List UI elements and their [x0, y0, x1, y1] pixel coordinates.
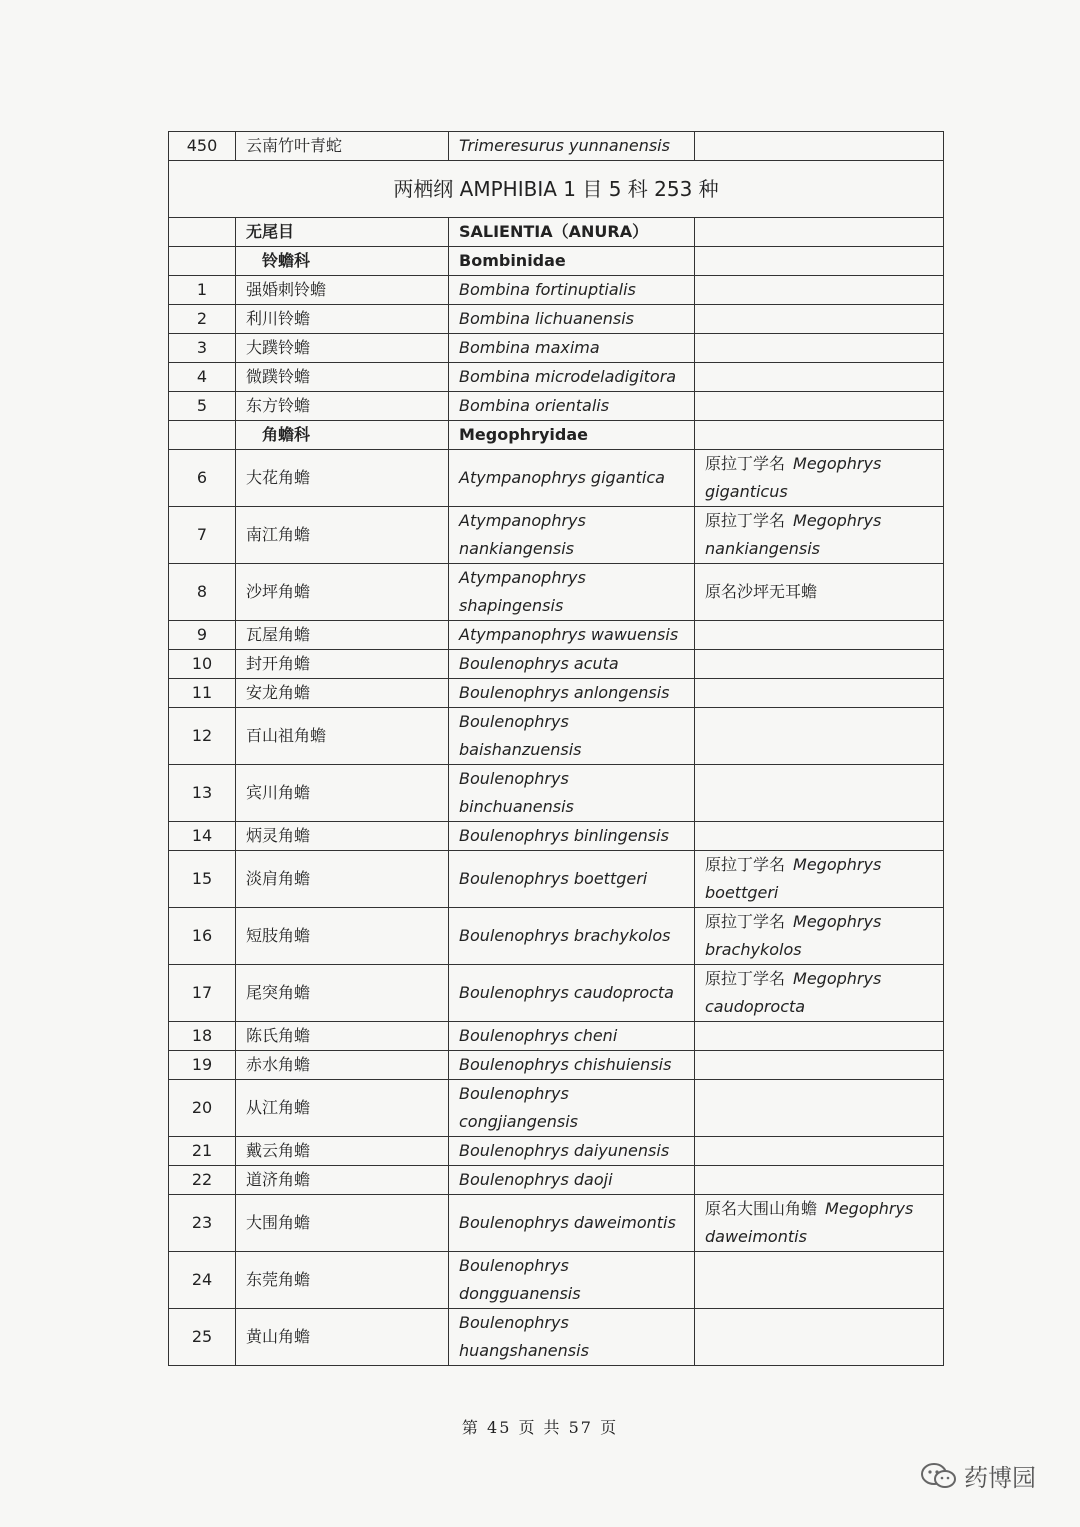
remark [695, 908, 944, 965]
species-table [168, 131, 944, 1366]
chinese-name: 赤水角蟾 [236, 1051, 449, 1080]
order-scientific-name: SALIENTIA（ANURA） [449, 218, 695, 247]
chinese-name: 大围角蟾 [236, 1195, 449, 1252]
chinese-name: 从江角蟾 [236, 1080, 449, 1137]
remark-latin-name: Megophrys giganticus [705, 454, 882, 501]
order-row [169, 218, 944, 247]
chinese-name: 云南竹叶青蛇 [236, 132, 449, 161]
row-number: 7 [169, 507, 236, 564]
remark-latin-name: Megophrys brachykolos [705, 912, 882, 959]
row-number: 1 [169, 276, 236, 305]
remark [695, 621, 944, 650]
remark [695, 450, 944, 507]
row-number: 24 [169, 1252, 236, 1309]
remark-latin-name: Megophrys daweimontis [705, 1199, 914, 1246]
scientific-name: Boulenophrys dongguanensis [449, 1252, 695, 1309]
chinese-name: 东莞角蟾 [236, 1252, 449, 1309]
chinese-name: 宾川角蟾 [236, 765, 449, 822]
row-number: 5 [169, 392, 236, 421]
remark [695, 1022, 944, 1051]
table-row [169, 507, 944, 564]
scientific-name: Boulenophrys daoji [449, 1166, 695, 1195]
remark-text: 原名沙坪无耳蟾 [705, 582, 818, 601]
row-number: 13 [169, 765, 236, 822]
table-row [169, 276, 944, 305]
scientific-name: Boulenophrys anlongensis [449, 679, 695, 708]
row-number: 2 [169, 305, 236, 334]
chinese-name: 戴云角蟾 [236, 1137, 449, 1166]
remark [695, 334, 944, 363]
remark [695, 1195, 944, 1252]
scientific-name: Boulenophrys daweimontis [449, 1195, 695, 1252]
chinese-name: 大蹼铃蟾 [236, 334, 449, 363]
remark [695, 218, 944, 247]
scientific-name: Atympanophrys nankiangensis [449, 507, 695, 564]
chinese-name: 短肢角蟾 [236, 908, 449, 965]
row-number: 17 [169, 965, 236, 1022]
table-row [169, 1166, 944, 1195]
table-row [169, 822, 944, 851]
chinese-name: 炳灵角蟾 [236, 822, 449, 851]
page-footer: 第 45 页 共 57 页 [461, 1418, 619, 1437]
table-row [169, 1252, 944, 1309]
scientific-name: Bombina lichuanensis [449, 305, 695, 334]
chinese-name: 大花角蟾 [236, 450, 449, 507]
row-number: 450 [169, 132, 236, 161]
row-number: 10 [169, 650, 236, 679]
chinese-name: 强婚刺铃蟾 [236, 276, 449, 305]
row-number: 14 [169, 822, 236, 851]
remark [695, 132, 944, 161]
remark [695, 765, 944, 822]
row-number: 22 [169, 1166, 236, 1195]
row-number: 21 [169, 1137, 236, 1166]
watermark [920, 1458, 1036, 1493]
row-number: 8 [169, 564, 236, 621]
row-number: 15 [169, 851, 236, 908]
scientific-name: Boulenophrys chishuiensis [449, 1051, 695, 1080]
remark [695, 1252, 944, 1309]
chinese-name: 东方铃蟾 [236, 392, 449, 421]
remark-text: 原拉丁学名 [705, 969, 786, 988]
row-number: 9 [169, 621, 236, 650]
chinese-name: 南江角蟾 [236, 507, 449, 564]
scientific-name: Boulenophrys brachykolos [449, 908, 695, 965]
table-row [169, 363, 944, 392]
table-row [169, 1080, 944, 1137]
row-number [169, 218, 236, 247]
remark-text: 原拉丁学名 [705, 912, 786, 931]
table-row [169, 1022, 944, 1051]
table-row [169, 650, 944, 679]
remark [695, 822, 944, 851]
table-row [169, 965, 944, 1022]
chinese-name: 陈氏角蟾 [236, 1022, 449, 1051]
scientific-name: Boulenophrys cheni [449, 1022, 695, 1051]
remark [695, 1137, 944, 1166]
species-table-body [169, 132, 944, 1366]
remark [695, 421, 944, 450]
table-row [169, 305, 944, 334]
chinese-name: 道济角蟾 [236, 1166, 449, 1195]
scientific-name: Boulenophrys boettgeri [449, 851, 695, 908]
remark-text: 原拉丁学名 [705, 454, 786, 473]
row-number: 20 [169, 1080, 236, 1137]
row-number: 19 [169, 1051, 236, 1080]
row-number: 16 [169, 908, 236, 965]
scientific-name: Boulenophrys caudoprocta [449, 965, 695, 1022]
chinese-name: 微蹼铃蟾 [236, 363, 449, 392]
scientific-name: Bombina fortinuptialis [449, 276, 695, 305]
row-number: 23 [169, 1195, 236, 1252]
remark [695, 507, 944, 564]
wechat-icon [920, 1461, 958, 1491]
remark [695, 1309, 944, 1366]
remark [695, 965, 944, 1022]
row-number: 12 [169, 708, 236, 765]
remark [695, 679, 944, 708]
remark-latin-name: Megophrys nankiangensis [705, 511, 882, 558]
family-chinese-name: 铃蟾科 [236, 247, 449, 276]
scientific-name: Atympanophrys wawuensis [449, 621, 695, 650]
table-row [169, 450, 944, 507]
scientific-name: Bombina microdeladigitora [449, 363, 695, 392]
chinese-name: 安龙角蟾 [236, 679, 449, 708]
remark [695, 708, 944, 765]
remark [695, 650, 944, 679]
table-row [169, 132, 944, 161]
table-row [169, 1137, 944, 1166]
row-number: 11 [169, 679, 236, 708]
row-number: 3 [169, 334, 236, 363]
table-row [169, 392, 944, 421]
chinese-name: 瓦屋角蟾 [236, 621, 449, 650]
row-number [169, 421, 236, 450]
row-number: 18 [169, 1022, 236, 1051]
chinese-name: 沙坪角蟾 [236, 564, 449, 621]
scientific-name: Boulenophrys huangshanensis [449, 1309, 695, 1366]
remark [695, 564, 944, 621]
scientific-name: Bombina orientalis [449, 392, 695, 421]
remark [695, 1166, 944, 1195]
scientific-name: Atympanophrys gigantica [449, 450, 695, 507]
table-row [169, 1309, 944, 1366]
scientific-name: Bombina maxima [449, 334, 695, 363]
remark-text: 原拉丁学名 [705, 855, 786, 874]
table-row [169, 621, 944, 650]
table-row [169, 334, 944, 363]
table-row [169, 679, 944, 708]
remark [695, 276, 944, 305]
chinese-name: 淡肩角蟾 [236, 851, 449, 908]
table-row [169, 851, 944, 908]
remark-latin-name: Megophrys boettgeri [705, 855, 882, 902]
family-row [169, 421, 944, 450]
remark [695, 851, 944, 908]
scientific-name: Boulenophrys binchuanensis [449, 765, 695, 822]
row-number: 6 [169, 450, 236, 507]
row-number [169, 247, 236, 276]
scientific-name: Boulenophrys daiyunensis [449, 1137, 695, 1166]
watermark-text: 药博园 [964, 1464, 1036, 1492]
table-row [169, 1051, 944, 1080]
remark-latin-name: Megophrys caudoprocta [705, 969, 882, 1016]
scientific-name: Boulenophrys acuta [449, 650, 695, 679]
table-row [169, 564, 944, 621]
row-number: 4 [169, 363, 236, 392]
order-chinese-name: 无尾目 [236, 218, 449, 247]
chinese-name: 利川铃蟾 [236, 305, 449, 334]
remark-text: 原名大围山角蟾 [705, 1199, 818, 1218]
remark-text: 原拉丁学名 [705, 511, 786, 530]
scientific-name: Boulenophrys baishanzuensis [449, 708, 695, 765]
table-row [169, 908, 944, 965]
scientific-name: Boulenophrys binlingensis [449, 822, 695, 851]
scientific-name: Atympanophrys shapingensis [449, 564, 695, 621]
remark [695, 1051, 944, 1080]
scientific-name: Trimeresurus yunnanensis [449, 132, 695, 161]
remark [695, 247, 944, 276]
remark [695, 392, 944, 421]
table-row [169, 765, 944, 822]
chinese-name: 尾突角蟾 [236, 965, 449, 1022]
family-chinese-name: 角蟾科 [236, 421, 449, 450]
family-scientific-name: Megophryidae [449, 421, 695, 450]
chinese-name: 百山祖角蟾 [236, 708, 449, 765]
chinese-name: 黄山角蟾 [236, 1309, 449, 1366]
row-number: 25 [169, 1309, 236, 1366]
family-row [169, 247, 944, 276]
table-row [169, 1195, 944, 1252]
remark [695, 1080, 944, 1137]
remark [695, 363, 944, 392]
family-scientific-name: Bombinidae [449, 247, 695, 276]
chinese-name: 封开角蟾 [236, 650, 449, 679]
table-row [169, 708, 944, 765]
class-header: 两栖纲 AMPHIBIA 1 目 5 科 253 种 [169, 161, 944, 218]
scientific-name: Boulenophrys congjiangensis [449, 1080, 695, 1137]
remark [695, 305, 944, 334]
class-header-row [169, 161, 944, 218]
